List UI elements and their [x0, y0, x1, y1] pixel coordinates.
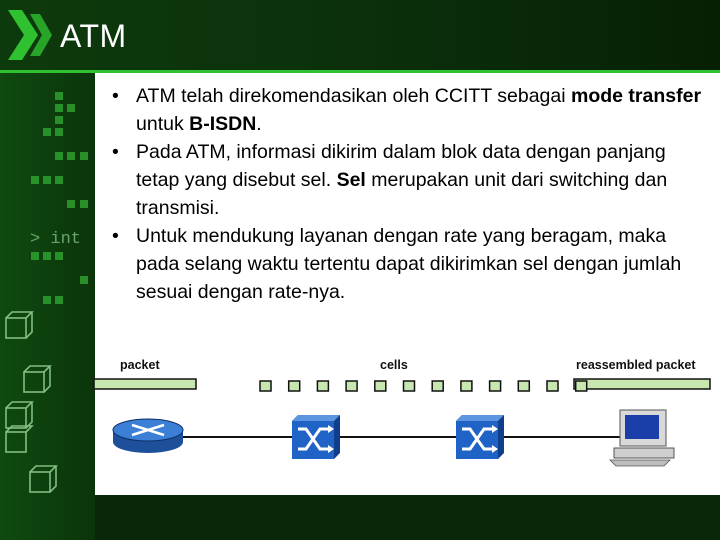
label-reassembled: reassembled packet [576, 358, 696, 372]
bullet-text-bold: B-ISDN [189, 113, 257, 135]
cell-block [518, 381, 529, 391]
cell-block [260, 381, 271, 391]
label-cells: cells [380, 358, 408, 372]
workstation-icon [610, 410, 674, 466]
bullet-list [110, 82, 710, 306]
decor-prompt-text: > int [30, 230, 82, 249]
atm-switch-icon [456, 415, 504, 459]
slide-title: ATM [60, 18, 127, 54]
bullet-text: . [256, 113, 262, 135]
packet-bar [94, 379, 196, 389]
cell-block [490, 381, 501, 391]
cell-block [375, 381, 386, 391]
bullet-text-bold: mode transfer [571, 85, 702, 107]
cell-block [404, 381, 415, 391]
bullet-text: untuk [136, 113, 190, 135]
bullet-item [110, 82, 710, 138]
bullet-text: ATM telah direkomendasikan oleh CCITT sebagai [136, 85, 571, 107]
cell-block [432, 381, 443, 391]
bullet-marker: • [112, 85, 119, 107]
bullet-text: Untuk mendukung layanan dengan rate yang beragam, maka pada selang waktu tertentu dapat dikirimkan sel dengan jumlah sesuai dengan rate-nya. [136, 225, 682, 303]
label-packet: packet [120, 358, 160, 372]
cell-block [547, 381, 558, 391]
bullet-marker: • [112, 225, 119, 247]
bullet-text-bold: Sel [336, 169, 366, 191]
cell-block [317, 381, 328, 391]
atm-diagram [88, 348, 720, 495]
bullet-item [110, 222, 710, 306]
reassembled-packet-bar [574, 379, 710, 389]
bullet-text: Pada ATM, informasi dikirim dalam blok data dengan panjang tetap yang disebut sel. [136, 141, 666, 191]
bullet-item [110, 138, 710, 222]
cell-block [576, 381, 587, 391]
cell-block [289, 381, 300, 391]
cell-block [346, 381, 357, 391]
bullet-marker: • [112, 141, 119, 163]
cell-block [461, 381, 472, 391]
router-icon [113, 419, 183, 453]
bullet-text: merupakan unit dari switching dan transmisi. [136, 169, 668, 219]
cells-group [260, 381, 587, 391]
atm-switch-icon [292, 415, 340, 459]
